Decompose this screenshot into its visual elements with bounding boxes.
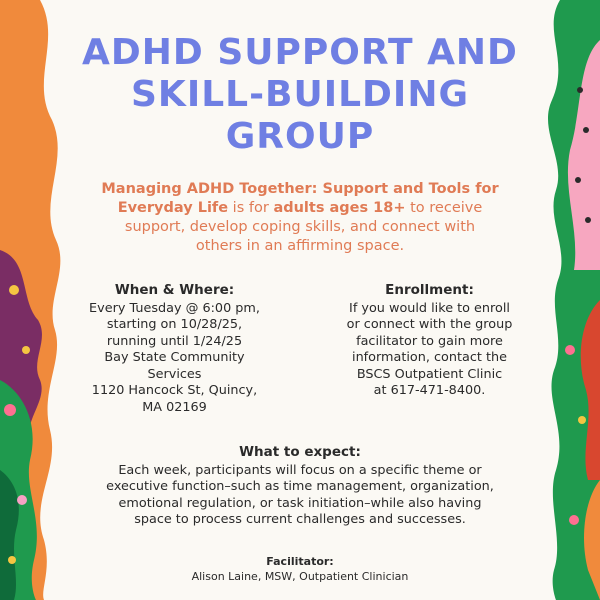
facilitator-name: Alison Laine, MSW, Outpatient Clinician	[191, 570, 409, 583]
enrollment-line: at 617-471-8400.	[373, 383, 486, 398]
enrollment-line: BSCS Outpatient Clinic	[356, 366, 503, 382]
enrollment-heading: Enrollment:	[385, 282, 474, 298]
when-where-heading: When & Where:	[114, 282, 235, 298]
intro-line-2-end: to receive	[405, 200, 483, 216]
intro-line-4: others in an affirming space.	[195, 238, 405, 254]
when-where-line: running until 1/24/25	[106, 333, 243, 349]
expect-line: executive function–such as time management, organization,	[106, 479, 494, 494]
when-where-line: Every Tuesday @ 6:00 pm,	[89, 300, 260, 316]
enrollment-line: If you would like to enroll	[349, 300, 510, 316]
enrollment-line: facilitator to gain more	[356, 333, 503, 349]
expect-line: emotional regulation, or task initiation–while also having	[118, 495, 482, 511]
title-line-2: SKILL-BUILDING	[131, 74, 469, 115]
when-where-line: Bay State Community	[104, 350, 245, 365]
enrollment-section	[307, 282, 552, 400]
expect-line: Each week, participants will focus on a specific theme or	[118, 462, 482, 478]
enrollment-line: information, contact the	[352, 350, 507, 365]
enrollment-line: or connect with the group	[346, 317, 513, 332]
when-where-line: starting on 10/28/25,	[106, 317, 243, 332]
intro-line-2-mid: is for	[228, 200, 274, 216]
what-to-expect-section	[52, 444, 548, 529]
title-line-3: GROUP	[225, 116, 375, 157]
intro-line-2-bold: Everyday Life	[117, 200, 229, 216]
intro-paragraph	[52, 180, 548, 256]
intro-line-2-bold2: adults ages 18+	[273, 200, 406, 216]
when-where-section	[52, 282, 297, 416]
expect-heading: What to expect:	[239, 444, 361, 460]
facilitator-heading: Facilitator:	[266, 555, 334, 568]
title-line-1: ADHD SUPPORT AND	[82, 32, 518, 73]
flyer-content	[52, 0, 548, 600]
intro-line-1: Managing ADHD Together: Support and Tools for	[101, 181, 499, 197]
when-where-line: Services	[147, 366, 202, 382]
when-where-line: 1120 Hancock St, Quincy,	[91, 383, 258, 398]
intro-line-3: support, develop coping skills, and connect with	[124, 219, 476, 235]
when-where-line: MA 02169	[142, 399, 207, 415]
facilitator-section	[52, 554, 548, 584]
expect-line: space to process current challenges and successes.	[134, 512, 466, 527]
